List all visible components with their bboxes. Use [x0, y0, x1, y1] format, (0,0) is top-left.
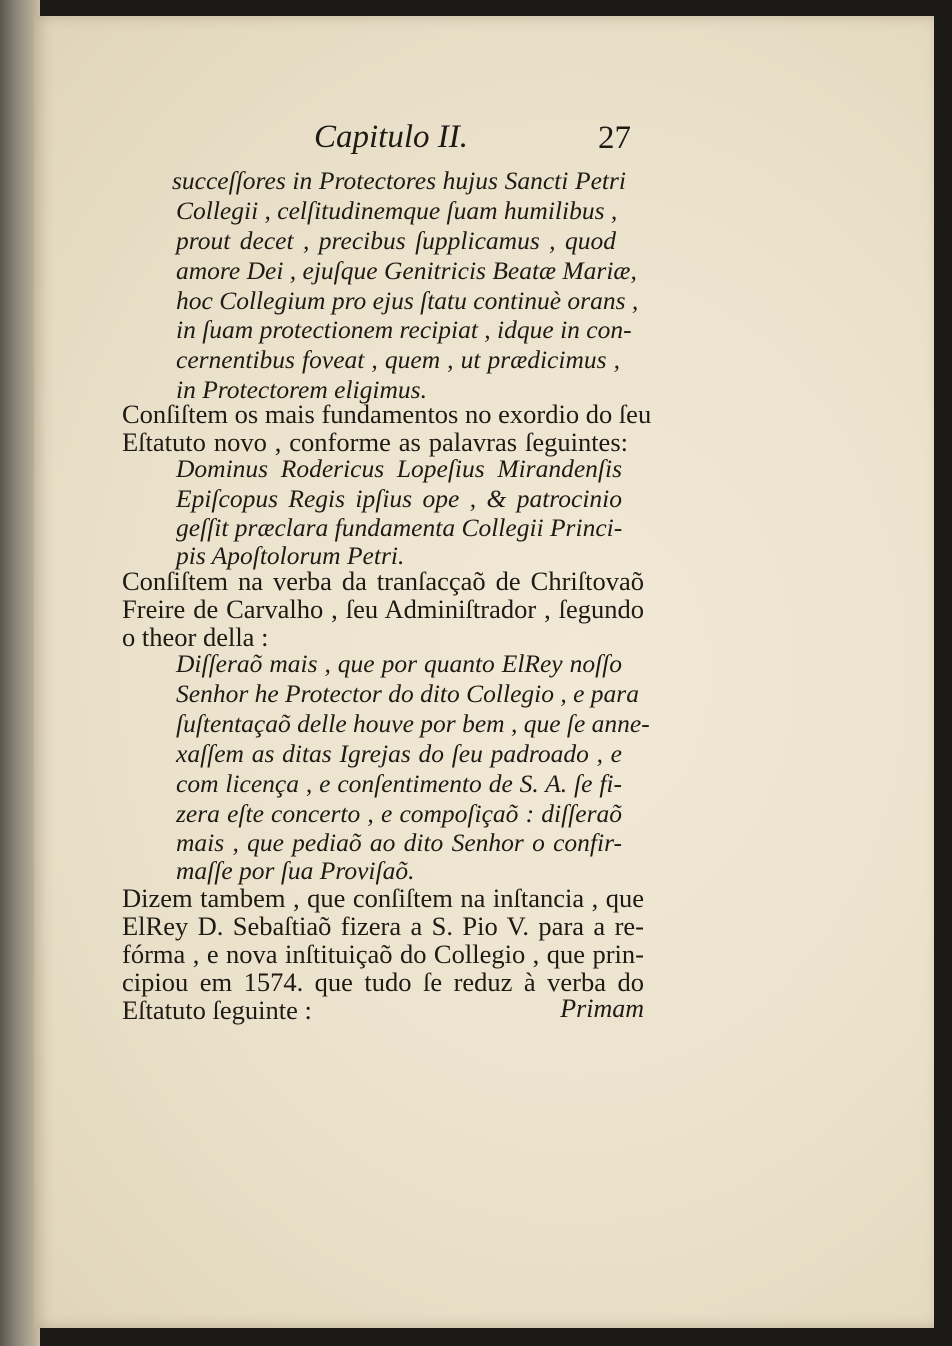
text-line: ſuſtentaçaõ delle houve por bem , que ſe anne- — [176, 709, 650, 738]
text-line: Conſiſtem os mais fundamentos no exordio do ſeu — [122, 399, 652, 429]
text-line: maſſe por ſua Proviſaõ. — [176, 856, 415, 885]
text-line: prout decet , precibus ſupplicamus , quod — [176, 226, 616, 255]
text-line: Diſſeraõ mais , que por quanto ElRey noſſo — [176, 649, 622, 678]
text-line: Collegii , celſitudinemque ſuam humilibus , — [176, 196, 618, 225]
text-line: fórma , e nova inſtituiçaõ do Collegio , que prin- — [122, 939, 644, 969]
text-line: Conſiſtem na verba da tranſacçaõ de Chriſtovaõ — [122, 566, 644, 596]
text-line: ElRey D. Sebaſtiaõ fizera a S. Pio V. para a re- — [122, 911, 644, 941]
text-line: Freire de Carvalho , ſeu Adminiſtrador , ſegundo — [122, 594, 644, 624]
text-line: o theor della : — [122, 622, 269, 652]
text-line: geſſit præclara fundamenta Collegii Princi- — [176, 513, 623, 542]
text-line: in ſuam protectionem recipiat , idque in con- — [176, 315, 632, 344]
text-line: com licença , e conſentimento de S. A. ſe fi- — [176, 769, 622, 798]
text-line: Dizem tambem , que conſiſtem na inſtancia , que — [122, 883, 644, 913]
text-line: Dominus Rodericus Lopeſius Mirandenſis — [176, 454, 622, 483]
text-line: hoc Collegium pro ejus ſtatu continuè orans , — [176, 286, 639, 315]
text-line: amore Dei , ejuſque Genitricis Beatæ Mariæ, — [176, 256, 637, 285]
text-line: xaſſem as ditas Igrejas do ſeu padroado , e — [176, 739, 622, 768]
catchword: Primam — [560, 994, 644, 1023]
text-line: cernentibus foveat , quem , ut prædicimus , — [176, 345, 620, 374]
text-line: mais , que pediaõ ao dito Senhor o confir- — [176, 828, 622, 857]
text-line: zera eſte concerto , e compoſiçaõ : diſſeraõ — [176, 799, 622, 828]
text-line: Senhor he Protector do dito Collegio , e para — [176, 679, 639, 708]
page-number: 27 — [598, 120, 631, 156]
text-line: pis Apoſtolorum Petri. — [176, 541, 405, 570]
running-header-title: Capitulo II. — [314, 119, 468, 155]
text-line: cipiou em 1574. que tudo ſe reduz à verba do — [122, 967, 644, 997]
text-line: in Protectorem eligimus. — [176, 375, 427, 404]
text-line: Epiſcopus Regis ipſius ope , & patrocinio — [176, 484, 622, 513]
text-line: succeſſores in Protectores hujus Sancti Petri — [172, 166, 626, 195]
text-line: Eſtatuto novo , conforme as palavras ſeguintes: — [122, 427, 628, 457]
text-line: Eſtatuto ſeguinte : — [122, 995, 312, 1025]
